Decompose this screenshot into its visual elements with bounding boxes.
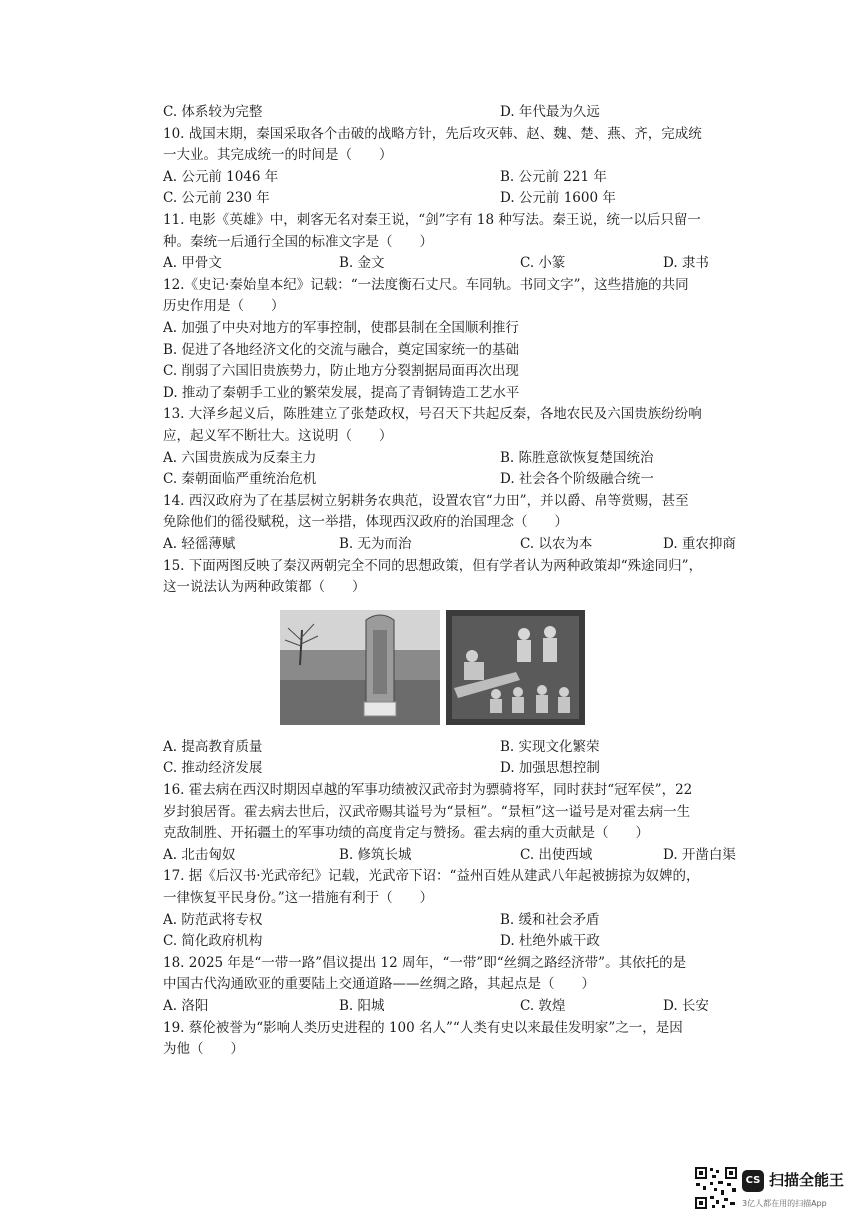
answer-options-row: [163, 166, 723, 188]
answer-options-row: [163, 252, 723, 274]
stele-landscape-icon: [280, 610, 440, 725]
question-text-line: 克敌制胜、开拓疆土的军事功绩的高度肯定与赞扬。霍去病的重大贡献是（ ）: [163, 825, 649, 842]
answer-option: B. 金文: [339, 255, 385, 272]
answer-option: A. 公元前 1046 年: [163, 168, 279, 185]
answer-option: C. 体系较为完整: [163, 104, 263, 120]
answer-option: C. 出使西域: [520, 846, 593, 863]
answer-option: D. 长安: [663, 998, 709, 1014]
answer-options-row: [163, 101, 723, 123]
scanner-app-name: 扫描全能王: [769, 1171, 845, 1189]
answer-option: A. 轻徭薄赋: [163, 536, 236, 552]
question-text-line: 14. 西汉政府为了在基层树立躬耕务农典范，设置农官“力田”，并以爵、帛等赏赐，甚至: [163, 492, 689, 509]
question-text-line: 17. 据《后汉书·光武帝纪》记载，光武帝下诏：“益州百姓从建武八年起被掳掠为奴婢的，: [163, 868, 700, 885]
answer-option: C. 秦朝面临严重统治危机: [163, 471, 317, 488]
question-text-line: B. 促进了各地经济文化的交流与融合，奠定国家统一的基础: [163, 341, 520, 358]
answer-option: D. 开凿白渠: [663, 846, 736, 863]
question-text-line: 历史作用是（ ）: [163, 298, 285, 315]
scanner-watermark: [694, 1166, 854, 1216]
answer-options-row: [163, 909, 723, 931]
answer-option: C. 小篆: [520, 255, 566, 272]
question-text-line: 10. 战国末期，秦国采取各个击破的战略方针，先后攻灭韩、赵、魏、楚、燕、齐，完成统: [163, 125, 702, 142]
answer-option: B. 修筑长城: [339, 846, 412, 863]
stone-stele-photo: [280, 610, 440, 725]
question-text-line: 12.《史记·秦始皇本纪》记载：“一法度衡石丈尺。车同轨。书同文字”，这些措施的共同: [163, 276, 689, 293]
stone-relief-carving: [446, 610, 585, 725]
question-text-line: 这一说法认为两种政策都（ ）: [163, 579, 366, 596]
scanner-app-tagline: 3亿人都在用的扫描App: [742, 1199, 827, 1208]
answer-option: B. 缓和社会矛盾: [500, 911, 600, 928]
question-text-line: 岁封狼居胥。霍去病去世后，汉武帝赐其谥号为“景桓”。“景桓”这一谥号是对霍去病一生: [163, 803, 691, 820]
answer-option: B. 无为而治: [339, 536, 412, 552]
answer-option: A. 北击匈奴: [163, 846, 236, 863]
question-text-line: 11. 电影《英雄》中，刺客无名对秦王说，“剑”字有 18 种写法。秦王说，统一以后只留一: [163, 212, 701, 228]
camscanner-logo-icon: CS: [742, 1170, 764, 1192]
question-text-line: 19. 蔡伦被誉为“影响人类历史进程的 100 名人”“人类有史以来最佳发明家”之一，是因: [163, 1019, 683, 1036]
answer-option: D. 加强思想控制: [500, 760, 600, 777]
answer-option: C. 公元前 230 年: [163, 190, 270, 207]
answer-option: D. 重农抑商: [663, 536, 736, 552]
question-text-line: A. 加强了中央对地方的军事控制，使郡县制在全国顺利推行: [163, 320, 519, 336]
question-text-line: 应，起义军不断壮大。这说明（ ）: [163, 428, 393, 444]
answer-options-row: [163, 187, 723, 209]
question-text-line: 为他（ ）: [163, 1041, 244, 1058]
answer-option: C. 推动经济发展: [163, 760, 263, 777]
answer-option: A. 防范武将专权: [163, 911, 263, 928]
question-text-line: C. 削弱了六国旧贵族势力，防止地方分裂割据局面再次出现: [163, 363, 519, 380]
answer-options-row: [163, 468, 723, 490]
question-15-figures: [280, 610, 585, 725]
relief-figures-icon: [446, 610, 585, 725]
question-text-line: 15. 下面两图反映了秦汉两朝完全不同的思想政策，但有学者认为两种政策却“殊途同归”，: [163, 557, 703, 574]
question-text-line: D. 推动了秦朝手工业的繁荣发展，提高了青铜铸造工艺水平: [163, 384, 520, 401]
answer-option: D. 社会各个阶级融合统一: [500, 471, 654, 488]
question-text-line: 18. 2025 年是“一带一路”倡议提出 12 周年，“一带”即“丝绸之路经济带”。其依托的是: [163, 954, 687, 971]
question-text-line: 中国古代沟通欧亚的重要陆上交通道路——丝绸之路，其起点是（ ）: [163, 976, 595, 993]
answer-options-row: [163, 447, 723, 469]
question-text-line: 13. 大泽乡起义后，陈胜建立了张楚政权，号召天下共起反秦，各地农民及六国贵族纷纷响: [163, 406, 702, 423]
answer-option: D. 隶书: [663, 255, 709, 272]
answer-option: D. 年代最为久远: [500, 104, 600, 120]
answer-option: A. 提高教育质量: [163, 738, 263, 755]
answer-option: C. 以农为本: [520, 536, 593, 552]
question-text-line: 种。秦统一后通行全国的标准文字是（ ）: [163, 233, 433, 250]
answer-options-row: [163, 995, 723, 1017]
question-text-line: 免除他们的徭役赋税，这一举措，体现西汉政府的治国理念（ ）: [163, 514, 568, 531]
answer-option: D. 杜绝外戚干政: [500, 933, 600, 950]
question-text-line: 一律恢复平民身份。”这一措施有利于（ ）: [163, 890, 434, 906]
answer-option: B. 实现文化繁荣: [500, 738, 600, 755]
answer-option: D. 公元前 1600 年: [500, 190, 616, 207]
answer-options-row: [163, 533, 736, 555]
answer-option: B. 公元前 221 年: [500, 168, 607, 185]
answer-option: B. 阳城: [339, 998, 385, 1014]
answer-options-row: [163, 757, 723, 779]
answer-option: A. 六国贵族成为反秦主力: [163, 449, 317, 466]
answer-option: A. 甲骨文: [163, 255, 222, 272]
answer-option: C. 简化政府机构: [163, 933, 263, 950]
question-text-line: 16. 霍去病在西汉时期因卓越的军事功绩被汉武帝封为骠骑将军，同时获封“冠军侯”，22: [163, 782, 693, 798]
answer-option: B. 陈胜意欲恢复楚国统治: [500, 449, 654, 466]
answer-options-row: [163, 930, 723, 952]
question-text-line: 一大业。其完成统一的时间是（ ）: [163, 147, 393, 164]
qr-code-icon: [694, 1166, 738, 1210]
answer-options-row: [163, 844, 736, 866]
answer-option: A. 洛阳: [163, 998, 209, 1014]
answer-options-row: [163, 736, 723, 758]
answer-option: C. 敦煌: [520, 998, 566, 1014]
